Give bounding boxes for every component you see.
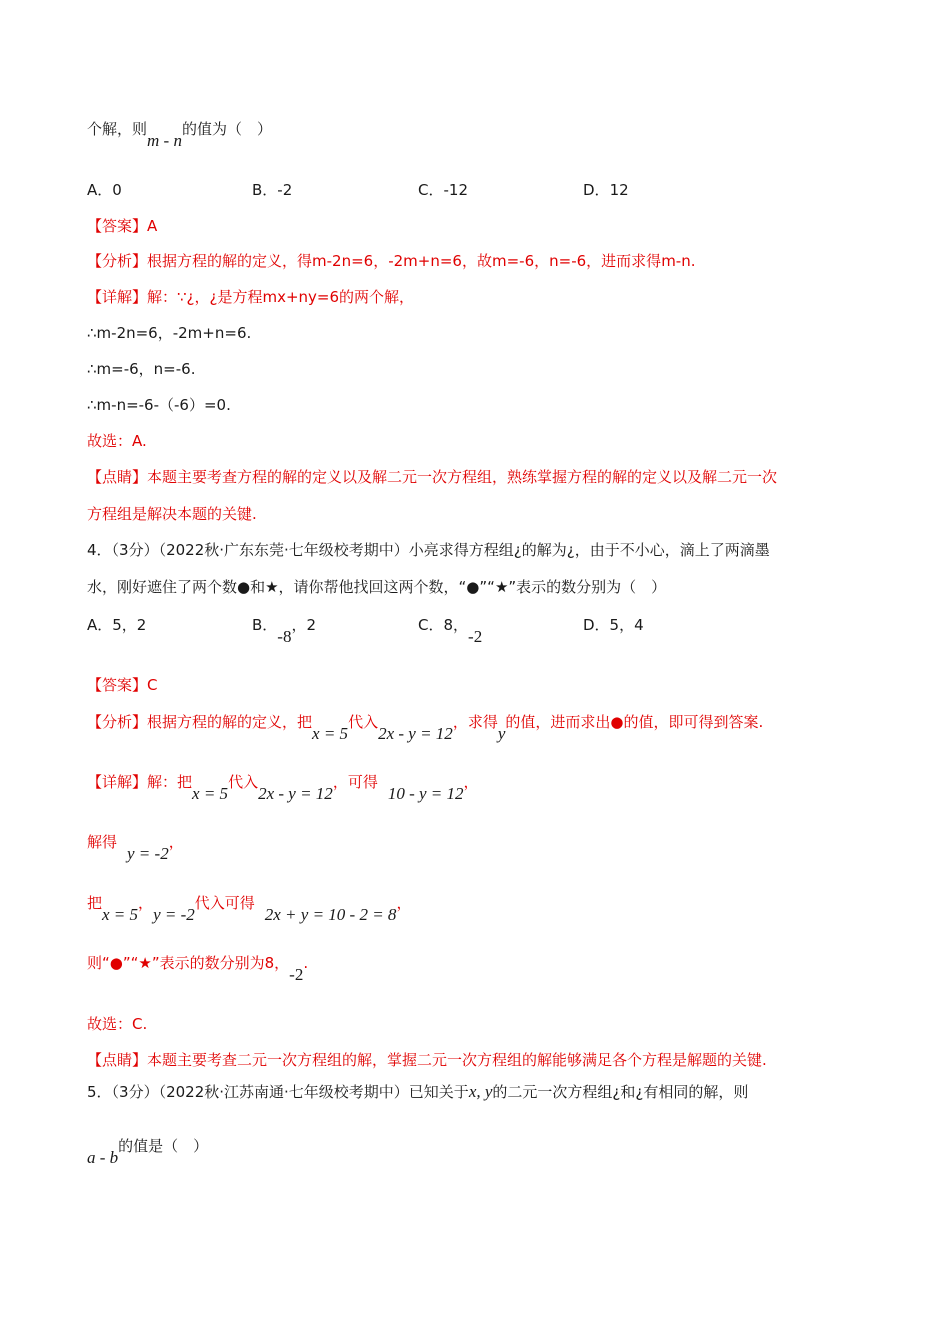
q4-substitute: 把x = 5，y = -2代入可得2x + y = 10 - 2 = 8， (87, 894, 412, 924)
math-neg-2: -2 (468, 627, 483, 646)
q4-option-d[interactable]: D．5，4 (583, 616, 644, 634)
q4-solve: 解得y = -2， (87, 833, 184, 863)
q4-comment: 【点睛】本题主要考查二元一次方程组的解，掌握二元一次方程组的解能够满足各个方程是解题的关键. (87, 1051, 767, 1069)
q3-choose: 故选：A. (87, 432, 147, 450)
q4-option-b[interactable]: B．-8，2 (252, 616, 317, 646)
q3-comment-line2: 方程组是解决本题的关键. (87, 505, 257, 523)
q3-stem-tail: 个解，则m - n的值为（ ） (87, 120, 272, 150)
q4-analysis: 【分析】根据方程的解的定义，把x = 5代入2x - y = 12，求得y的值，进而求出●的值，即可得到答案. (87, 713, 764, 743)
q3-comment-line1: 【点睛】本题主要考查方程的解的定义以及解二元一次方程组，熟练掌握方程的解的定义以及解二元一次 (87, 468, 778, 486)
q5-stem-line1: 5．（3分）（2022秋·江苏南通·七年级校考期中）已知关于x, y的二元一次方程组¿和¿有相同的解，则 (87, 1082, 749, 1101)
q4-option-a[interactable]: A．5，2 (87, 616, 147, 634)
q4-option-c[interactable]: C．8，-2 (418, 616, 483, 646)
q3-option-c[interactable]: C．-12 (418, 181, 468, 199)
math-a-minus-b: a - b (87, 1148, 119, 1167)
q3-option-a[interactable]: A．0 (87, 181, 122, 199)
q4-conclusion: 则“●”“★”表示的数分别为8，-2. (87, 954, 309, 984)
math-x-y: x, y (468, 1082, 493, 1101)
q3-detail: 【详解】解：∵¿，¿是方程mx+ny=6的两个解， (87, 288, 415, 306)
q4-detail: 【详解】解：把x = 5代入2x - y = 12，可得10 - y = 12， (87, 773, 479, 803)
q3-option-b[interactable]: B．-2 (252, 181, 293, 199)
q3-step-1: ∴m-2n=6，-2m+n=6. (87, 324, 252, 342)
q4-stem-line2: 水，刚好遮住了两个数●和★，请你帮他找回这两个数，“●”“★”表示的数分别为（ ） (87, 578, 667, 596)
q4-choose: 故选：C. (87, 1015, 148, 1033)
q3-step-2: ∴m=-6，n=-6. (87, 360, 196, 378)
math-neg-8: -8 (277, 627, 292, 646)
q3-option-d[interactable]: D．12 (583, 181, 629, 199)
q3-analysis: 【分析】根据方程的解的定义，得m-2n=6，-2m+n=6，故m=-6，n=-6，进而求得m-n. (87, 252, 696, 270)
q3-answer: 【答案】A (87, 217, 158, 235)
q3-step-3: ∴m-n=-6-（-6）=0. (87, 396, 231, 414)
q5-stem-line2: a - b的值是（ ） (87, 1137, 209, 1167)
q4-answer: 【答案】C (87, 676, 158, 694)
math-m-minus-n: m - n (147, 131, 182, 150)
q4-stem-line1: 4．（3分）（2022秋·广东东莞·七年级校考期中）小亮求得方程组¿的解为¿，由于不小心，滴上了两滴墨 (87, 541, 770, 559)
